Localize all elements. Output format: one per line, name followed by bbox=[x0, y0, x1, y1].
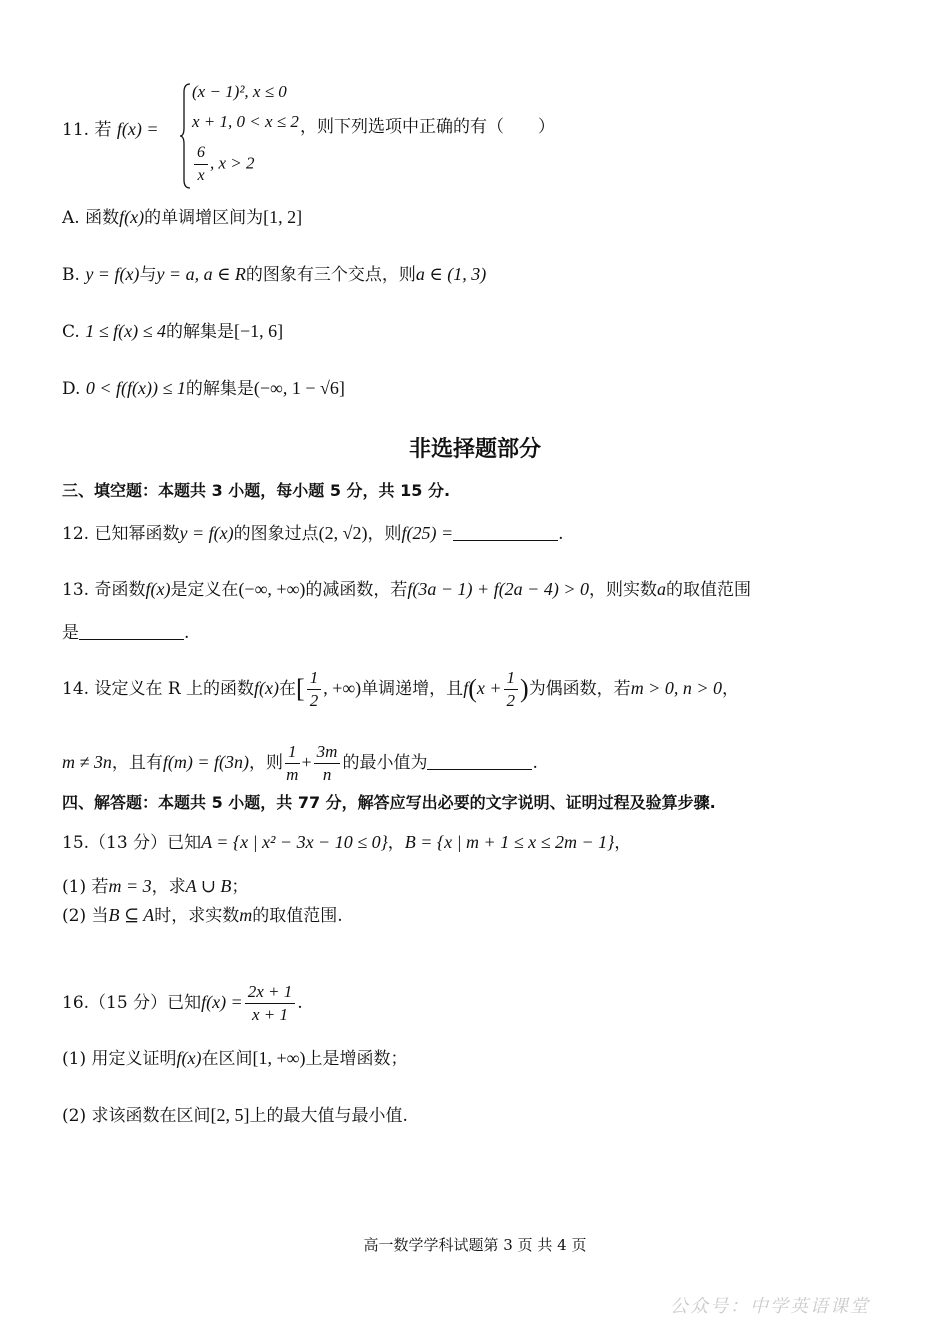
q16-part2: (2) 求该函数在区间[2, 5]上的最大值与最小值. bbox=[62, 1105, 408, 1126]
q16: 16.（15 分）已知f(x) = $\frac{2x + 1}{x + 1}$ . bbox=[62, 982, 303, 1024]
q13: 13. 奇函数f(x)是定义在(−∞, +∞)的减函数，若f(3a − 1) + f(2a − 4) > 0，则实数a的取值范围 bbox=[62, 579, 751, 600]
watermark: 公众号：中学英语课堂 bbox=[670, 1296, 870, 1317]
q15: 15.（13 分）已知A = {x | x² − 3x − 10 ≤ 0}，B = {x | m + 1 ≤ x ≤ 2m − 1}， bbox=[62, 832, 632, 853]
answer-blank[interactable] bbox=[427, 753, 532, 770]
q11-option-a[interactable]: A. 函数f(x)的单调增区间为[1, 2] bbox=[62, 207, 303, 228]
answer-blank[interactable] bbox=[79, 623, 184, 640]
part4-heading: 四、解答题：本题共 5 小题，共 77 分，解答应写出必要的文字说明、证明过程及验算步骤. bbox=[62, 793, 716, 812]
q13-line2: 是 . bbox=[62, 623, 190, 643]
left-brace-icon bbox=[180, 82, 192, 190]
q11-option-c[interactable]: C. 1 ≤ f(x) ≤ 4的解集是[−1, 6] bbox=[62, 321, 284, 342]
q15-part1: (1) 若m = 3，求A ∪ B； bbox=[62, 876, 249, 897]
q14: 14. 设定义在 R 上的函数f(x)在[ $\frac{1}{2}$ , +∞)单调递增，且f(x + $\frac{1}{2}$ )为偶函数，若m > 0, n > 0， bbox=[62, 668, 739, 710]
q12: 12. 已知幂函数y = f(x)的图象过点(2, √2)，则f(25) = . bbox=[62, 523, 564, 544]
q11-suffix: ，则下列选项中正确的有（ ） bbox=[300, 117, 555, 137]
page-footer: 高一数学学科试题第 3 页 共 4 页 bbox=[363, 1236, 587, 1254]
part3-heading: 三、填空题：本题共 3 小题，每小题 5 分，共 15 分. bbox=[62, 481, 451, 500]
answer-blank[interactable] bbox=[453, 524, 558, 541]
q11-piecewise bbox=[180, 82, 320, 190]
q11-stem: 11. 若 f(x) = bbox=[62, 119, 159, 140]
q11-option-d[interactable]: D. 0 < f(f(x)) ≤ 1的解集是(−∞, 1 − √6] bbox=[62, 378, 345, 399]
q16-part1: (1) 用定义证明f(x)在区间[1, +∞)上是增函数； bbox=[62, 1048, 408, 1069]
piece-3: $\frac{6}{x}$ , x > 2 bbox=[192, 142, 255, 187]
piece-1: (x − 1)², x ≤ 0 bbox=[192, 82, 287, 101]
piece-2: x + 1, 0 < x ≤ 2 bbox=[192, 112, 299, 131]
q15-part2: (2) 当B ⊆ A时，求实数m的取值范围. bbox=[62, 905, 343, 926]
q11-option-b[interactable]: B. y = f(x)与y = a, a ∈ R的图象有三个交点，则a ∈ (1, 3) bbox=[62, 264, 487, 285]
section-title: 非选择题部分 bbox=[408, 437, 541, 462]
q14-line2: m ≠ 3n，且有f(m) = f(3n)，则 $\frac{1}{m}$ + $\frac{3m}{n}$ 的最小值为 . bbox=[62, 742, 538, 784]
